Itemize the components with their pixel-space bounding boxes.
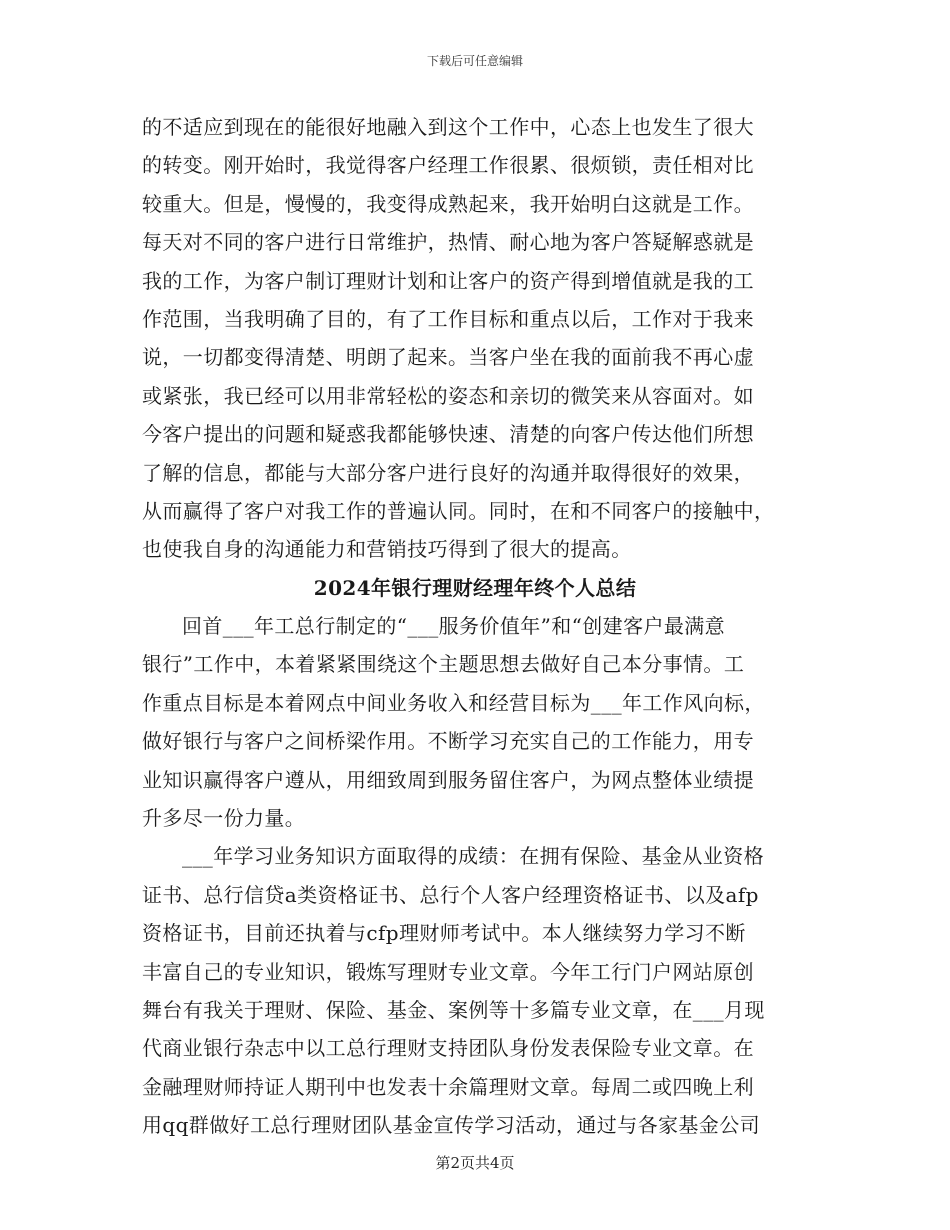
text-line: 银行”工作中，本着紧紧围绕这个主题思想去做好自己本分事情。工 — [142, 652, 745, 677]
text-line: 了解的信息，都能与大部分客户进行良好的沟通并取得很好的效果， — [142, 460, 754, 485]
text-line: 每天对不同的客户进行日常维护，热情、耐心地为客户答疑解惑就是 — [142, 230, 754, 255]
text-line: 丰富自己的专业知识，锻炼写理财专业文章。今年工行门户网站原创 — [142, 959, 754, 984]
text-line: 资格证书，目前还执着与cfp理财师考试中。本人继续努力学习不断 — [142, 921, 746, 946]
text-line: 较重大。但是，慢慢的，我变得成熟起来，我开始明白这就是工作。 — [142, 191, 754, 216]
page-header: 下载后可任意编辑 — [426, 54, 523, 68]
text-line: 舞台有我关于理财、保险、基金、案例等十多篇专业文章，在___月现 — [142, 997, 765, 1022]
text-line: 用qq群做好工总行理财团队基金宣传学习活动，通过与各家基金公司 — [142, 1113, 761, 1138]
text-line: 我的工作，为客户制订理财计划和让客户的资产得到增值就是我的工 — [142, 268, 754, 293]
text-line: 的不适应到现在的能很好地融入到这个工作中，心态上也发生了很大 — [142, 115, 754, 139]
paragraph-intro — [142, 607, 808, 837]
text-line: 做好银行与客户之间桥梁作用。不断学习充实自己的工作能力，用专 — [142, 729, 754, 754]
paragraph-study — [142, 837, 808, 1144]
text-line: 今客户提出的问题和疑惑我都能够快速、清楚的向客户传达他们所想 — [142, 422, 754, 447]
text-line: 业知识赢得客户遵从，用细致周到服务留住客户，为网点整体业绩提 — [142, 767, 754, 792]
text-line: 的转变。刚开始时，我觉得客户经理工作很累、很烦锁，责任相对比 — [142, 153, 754, 178]
text-line: 升多尽一份力量。 — [142, 806, 306, 831]
text-line: 作重点目标是本着网点中间业务收入和经营目标为___年工作风向标， — [142, 690, 765, 715]
text-line: 从而赢得了客户对我工作的普遍认同。同时，在和不同客户的接触中， — [142, 498, 775, 523]
document-body — [142, 108, 808, 1145]
text-line: ___年学习业务知识方面取得的成绩：在拥有保险、基金从业资格 — [182, 844, 764, 869]
text-line: 代商业银行杂志中以工总行理财支持团队身份发表保险专业文章。在 — [142, 1036, 754, 1061]
section-title: 2024年银行理财经理年终个人总结 — [313, 575, 637, 600]
text-line: 金融理财师持证人期刊中也发表十余篇理财文章。每周二或四晚上利 — [142, 1074, 754, 1099]
text-line: 也使我自身的沟通能力和营销技巧得到了很大的提高。 — [142, 537, 632, 562]
text-line: 作范围，当我明确了目的，有了工作目标和重点以后，工作对于我来 — [142, 306, 754, 331]
paragraph-continuation — [142, 108, 808, 569]
text-line: 回首___年工总行制定的“___服务价值年”和“创建客户最满意 — [182, 614, 726, 639]
text-line: 证书、总行信贷a类资格证书、总行个人客户经理资格证书、以及afp — [142, 882, 759, 907]
page-number: 第2页共4页 — [435, 1154, 515, 1172]
text-line: 说，一切都变得清楚、明朗了起来。当客户坐在我的面前我不再心虚 — [142, 345, 754, 370]
text-line: 或紧张，我已经可以用非常轻松的姿态和亲切的微笑来从容面对。如 — [142, 383, 754, 408]
